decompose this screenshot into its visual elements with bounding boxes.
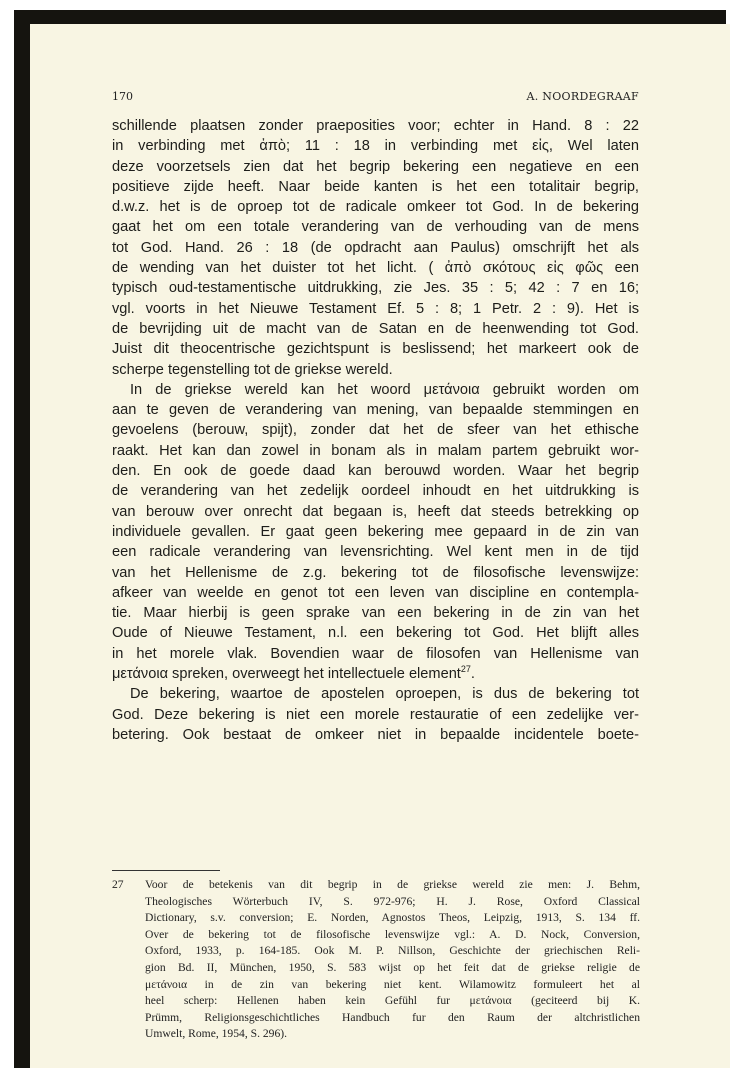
footnote-reference: 27 — [460, 664, 471, 675]
text-line: de bevrijding uit de macht van de Satan en de heenwending tot God. — [112, 320, 639, 337]
paragraph-2 — [112, 380, 639, 684]
text-line — [112, 664, 639, 684]
text-line: vgl. voorts in het Nieuwe Testament Ef. 5 : 8; 1 Petr. 2 : 9). Het is — [112, 300, 639, 317]
text-line: Oude of Nieuwe Testament, n.l. een bekering tot God. Het blijft alles — [112, 625, 639, 642]
text-line: tot God. Hand. 26 : 18 (de opdracht aan Paulus) omschrijft het als — [112, 239, 639, 256]
text-line: In de griekse wereld kan het woord μετάνοια gebruikt worden om — [130, 381, 639, 398]
text-line: individuele gevallen. Er gaat geen bekering mee gepaard in de zin van — [112, 523, 639, 540]
text-line: gaat het om een totale verandering van de verhouding van de mens — [112, 219, 639, 236]
text-line: deze voorzetsels zien dat het begrip bekering een negatieve en een — [112, 158, 639, 175]
text-line: een radicale verandering van levensrichting. Wel kent men in de tijd — [112, 544, 639, 561]
text-line: van berouw over onrecht dat begaan is, heeft dat steeds betrekking op — [112, 503, 639, 520]
text-line: in verbinding met ἀπὸ; 11 : 18 in verbinding met εἰς, Wel laten — [112, 138, 639, 155]
footnote-line: Prümm, Religionsgeschichtliches Handbuch fur den Raum der altchristlichen — [145, 1010, 640, 1024]
footnote — [112, 877, 640, 1043]
text-line: De bekering, waartoe de apostelen oproepen, is dus de bekering tot — [130, 686, 639, 703]
footnote-line: Voor de betekenis van dit begrip in de griekse wereld zie men: J. Behm, — [145, 878, 640, 891]
text-line: betering. Ook bestaat de omkeer niet in bepaalde incidentele boete- — [112, 726, 639, 743]
footnote-divider — [112, 870, 220, 871]
text-line: gevoelens (berouw, spijt), zonder dat het de sfeer van het ethische — [112, 422, 639, 439]
footnote-line: gion Bd. II, München, 1950, S. 583 wijst op het feit dat de griekse religie de — [145, 960, 640, 974]
paragraph-1 — [112, 116, 639, 380]
footnote-line: μετάνοια in de zin van bekering niet kent. Wilamowitz formuleert het al — [145, 977, 640, 991]
text-line: van het Hellenisme de z.g. bekering tot de filosofische levenswijze: — [112, 564, 639, 581]
footnote-body — [145, 877, 640, 1043]
text-line: den. En ook de goede daad kan berouwd worden. Waar het begrip — [112, 463, 639, 480]
text-line: raakt. Het kan dan zowel in bonam als in malam partem gebruikt wor- — [112, 442, 639, 459]
text-line: de wending van het duister tot het licht. ( ἀπὸ σκότους εἰς φῶς een — [112, 260, 639, 277]
footnote-line: Over de bekering tot de filosofische levenswijze vgl.: A. D. Nock, Conversion, — [145, 927, 640, 941]
footnote-line: Theologisches Wörterbuch IV, S. 972-976; H. J. Rose, Oxford Classical — [145, 894, 640, 908]
page-header — [112, 90, 639, 108]
paragraph-3 — [112, 684, 639, 745]
footnote-line: Oxford, 1933, p. 164-185. Ook M. P. Nillson, Geschichte der griechischen Reli- — [145, 944, 640, 958]
footnote-number: 27 — [112, 878, 124, 891]
text-line: positieve zijde heeft. Naar beide kanten is het een totalitair begrip, — [112, 178, 639, 195]
line-period: . — [470, 666, 475, 683]
text-line: God. Deze bekering is niet een morele restauratie of een zedelijke ver- — [112, 706, 639, 723]
text-line: d.w.z. het is de oproep tot de radicale omkeer tot God. In de bekering — [112, 199, 639, 216]
running-head: A. NOORDEGRAAF — [526, 90, 639, 103]
footnote-line: Umwelt, Rome, 1954, S. 296). — [145, 1027, 288, 1041]
text-line-content: μετάνοια spreken, overweegt het intellectuele element — [112, 666, 461, 683]
text-line: de verandering van het zedelijk oordeel inhoudt en het uitdrukking is — [112, 483, 639, 500]
text-line: aan te geven de verandering van mening, van bepaalde stemmingen en — [112, 402, 639, 419]
text-line: typisch oud-testamentische uitdrukking, zie Jes. 35 : 5; 42 : 7 en 16; — [112, 280, 639, 297]
text-line: Juist dit theocentrische gezichtspunt is beslissend; het markeert ook de — [112, 341, 639, 358]
text-line: in het morele vlak. Bovendien waar de filosofen van Hellenisme van — [112, 645, 639, 662]
text-line: schillende plaatsen zonder praeposities voor; echter in Hand. 8 : 22 — [112, 118, 639, 134]
footnote-line: heel scherp: Hellenen haben kein Gefühl fur μετάνοια (geciteerd bij K. — [145, 994, 640, 1008]
text-line: scherpe tegenstelling tot de griekse wereld. — [112, 361, 393, 378]
page-number: 170 — [112, 90, 133, 103]
footnote-line: Dictionary, s.v. conversion; E. Norden, Agnostos Theos, Leipzig, 1913, S. 134 ff. — [145, 911, 640, 925]
body-text — [112, 116, 639, 745]
text-line: afkeer van weelde en genot tot een leven van discipline en contempla- — [112, 584, 639, 601]
text-line: tie. Maar hierbij is geen sprake van een bekering in de zin van het — [112, 605, 639, 622]
